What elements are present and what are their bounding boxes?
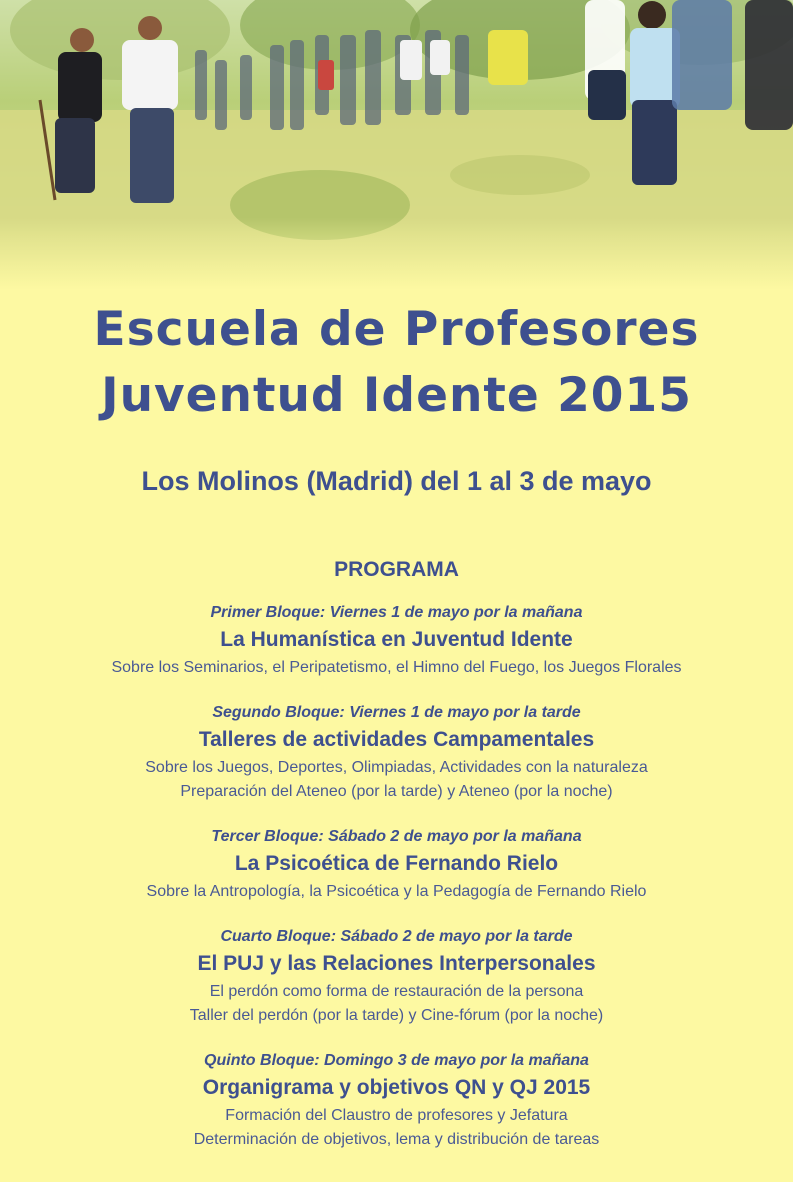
block-title: El PUJ y las Relaciones Interpersonales bbox=[197, 952, 596, 975]
poster-content bbox=[0, 290, 793, 1182]
block-header: Segundo Bloque: Viernes 1 de mayo por la tarde bbox=[212, 704, 581, 721]
header-photo bbox=[0, 0, 793, 290]
programa-heading: PROGRAMA bbox=[334, 558, 459, 581]
block-description: Sobre la Antropología, la Psicoética y la Pedagogía de Fernando Rielo bbox=[146, 883, 647, 900]
hikers-in-meadow-image bbox=[0, 0, 793, 290]
block-description: Formación del Claustro de profesores y Jefatura bbox=[225, 1107, 568, 1124]
block-description: Sobre los Seminarios, el Peripatetismo, el Himno del Fuego, los Juegos Florales bbox=[111, 659, 682, 676]
block-header: Tercer Bloque: Sábado 2 de mayo por la mañana bbox=[211, 828, 582, 845]
program-block-4 bbox=[0, 926, 793, 1028]
program-block-5 bbox=[0, 1050, 793, 1152]
block-description: El perdón como forma de restauración de la persona bbox=[209, 983, 584, 1000]
block-description: Taller del perdón (por la tarde) y Cine-fórum (por la noche) bbox=[189, 1007, 604, 1024]
block-title: La Psicoética de Fernando Rielo bbox=[234, 852, 559, 875]
program-block-1 bbox=[0, 602, 793, 680]
program-block-2 bbox=[0, 702, 793, 804]
event-location-dates: Los Molinos (Madrid) del 1 al 3 de mayo bbox=[141, 466, 652, 496]
program-block-3 bbox=[0, 826, 793, 904]
block-header: Cuarto Bloque: Sábado 2 de mayo por la tarde bbox=[220, 928, 573, 945]
block-title: Talleres de actividades Campamentales bbox=[198, 728, 595, 751]
poster-title-line1: Escuela de Profesores bbox=[93, 302, 700, 357]
block-description: Preparación del Ateneo (por la tarde) y Ateneo (por la noche) bbox=[180, 783, 613, 800]
block-title: La Humanística en Juventud Idente bbox=[220, 628, 573, 651]
block-header: Quinto Bloque: Domingo 3 de mayo por la mañana bbox=[204, 1052, 589, 1069]
block-description: Sobre los Juegos, Deportes, Olimpiadas, Actividades con la naturaleza bbox=[145, 759, 648, 776]
block-header: Primer Bloque: Viernes 1 de mayo por la mañana bbox=[210, 604, 583, 621]
poster-title-line2: Juventud Idente 2015 bbox=[101, 368, 692, 423]
block-title: Organigrama y objetivos QN y QJ 2015 bbox=[202, 1076, 591, 1099]
block-description: Determinación de objetivos, lema y distribución de tareas bbox=[193, 1131, 600, 1148]
